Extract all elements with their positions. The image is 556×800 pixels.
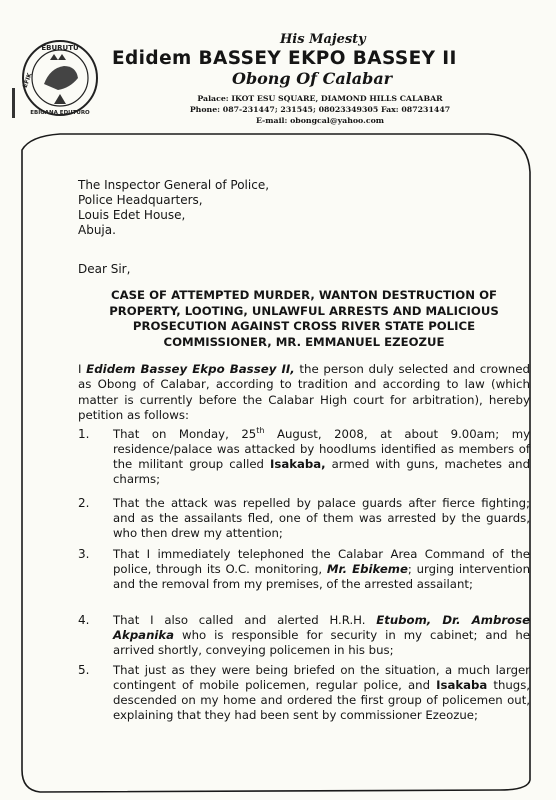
item-text — [113, 496, 530, 541]
group-name: Isakaba, — [270, 457, 326, 471]
addressee-line: Police Headquarters, — [78, 193, 203, 207]
intro-lead: I — [78, 362, 87, 376]
sender-title: Obong Of Calabar — [232, 69, 393, 88]
item-number: 5. — [78, 663, 90, 677]
item-text-part: That I also called and alerted H.R.H. — [113, 613, 377, 627]
salutation: Dear Sir, — [78, 262, 131, 276]
item-text-part: That I immediately telephoned the Calabar Area Command of the police, through its O.C. monitoring, — [113, 547, 530, 576]
item-text — [113, 547, 530, 592]
item-text-part: That on Monday, 25 — [113, 427, 257, 441]
addressee-line: Abuja. — [78, 223, 116, 237]
seal-text-top: EBURUTU — [41, 44, 79, 52]
intro-paragraph — [78, 362, 530, 423]
item-number: 2. — [78, 496, 90, 510]
item-text — [113, 663, 530, 723]
addressee-line: Louis Edet House, — [78, 208, 186, 222]
item-number: 4. — [78, 613, 90, 627]
item-text-part: That just as they were being briefed on the situation, a much larger contingent of mobile policemen, regular police, and — [113, 663, 530, 692]
addressee-block — [78, 178, 530, 238]
phone-line: Phone: 087-231447; 231545; 08023349305 Fax: 087231447 — [189, 105, 451, 114]
group-name: Isakaba — [436, 678, 488, 692]
petitioner-name: Edidem Bassey Ekpo Bassey II, — [86, 362, 295, 376]
item-number: 3. — [78, 547, 90, 561]
item-text-part: who is responsible for security in my cabinet; and he arrived shortly, conveying policemen in his bus; — [113, 628, 530, 657]
subject-line: PROPERTY, LOOTING, UNLAWFUL ARRESTS AND MALICIOUS — [109, 303, 499, 318]
chief-name: Etubom, Dr. Ambrose Akpanika — [113, 613, 530, 642]
item-text — [113, 613, 530, 658]
item-text-part: That the attack was repelled by palace guards after fierce fighting; and as the assailants fled, one of them was arrested by the guards, who then drew my attention; — [113, 496, 530, 540]
subject-heading — [78, 288, 530, 350]
seal-text-bottom: EBIGANA EDUTURO — [30, 110, 90, 116]
item-text-part: August, 2008, at about 9.00am; my residence/palace was attacked by hoodlums identified as members of the militant group called — [113, 427, 530, 471]
subject-line: COMMISSIONER, MR. EMMANUEL EZEOZUE — [163, 334, 445, 349]
intro-text: the person duly selected and crowned as Obong of Calabar, according to tradition and according to law (which matter is currently before the Calabar High court for arbitration), hereby petition as follows: — [78, 362, 530, 422]
item-text-part: ; urging intervention and the removal from my premises, of the arrested assailant; — [113, 562, 530, 591]
officer-name: Mr. Ebikeme — [326, 562, 408, 576]
sender-name: Edidem BASSEY EKPO BASSEY II — [112, 48, 457, 69]
email-line: E-mail: obongcal@yahoo.com — [255, 116, 385, 125]
addressee-line: The Inspector General of Police, — [78, 178, 270, 192]
seal-emblem-icon — [20, 38, 100, 118]
title-small: His Majesty — [280, 32, 366, 47]
superscript: th — [256, 426, 265, 436]
subject-line: CASE OF ATTEMPTED MURDER, WANTON DESTRUCTION OF — [111, 288, 497, 302]
item-text-part: armed with guns, machetes and charms; — [113, 457, 530, 486]
margin-mark — [12, 88, 15, 118]
item-number: 1. — [78, 427, 90, 441]
item-text — [113, 427, 530, 487]
item-text-part: thugs, descended on my home and ordered the first group of policemen out, explaining that they had been sent by commissioner Ezeozue; — [113, 678, 530, 722]
seal-text-left: EFIK — [21, 72, 34, 89]
subject-line: PROSECUTION AGAINST CROSS RIVER STATE POLICE — [132, 319, 476, 333]
palace-address: Palace: IKOT ESU SQUARE, DIAMOND HILLS CALABAR — [197, 94, 443, 103]
